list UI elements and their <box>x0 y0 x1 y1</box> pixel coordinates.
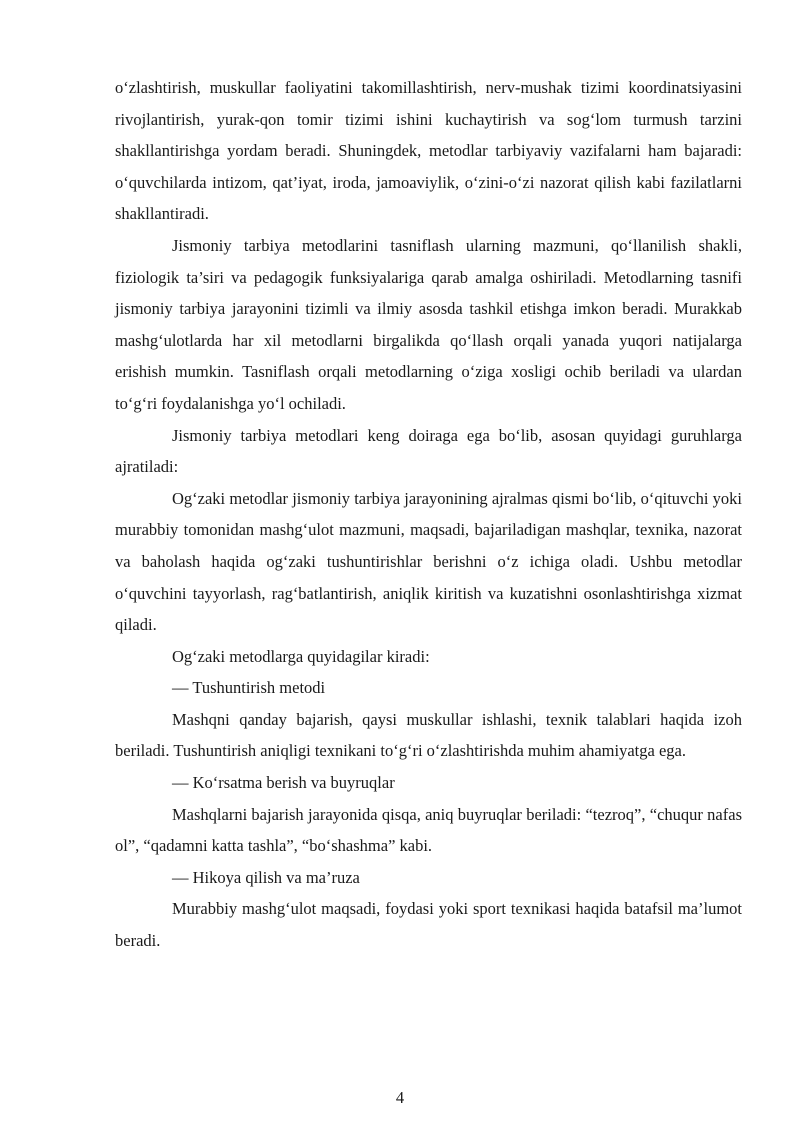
paragraph: Jismoniy tarbiya metodlarini tasniflash ularning mazmuni, qo‘llanilish shakli, fiziologik ta’siri va pedagogik funksiyalariga qarab amalga oshiriladi. Metodlarning tasnifi jismoniy tarbiya jarayonini tizimli va ilmiy asosda tashkil etishga imkon beradi. Murakkab mashg‘ulotlarda har xil metodlarni birgalikda qo‘llash orqali yanada yuqori natijalarga erishish mumkin. Tasniflash orqali metodlarning o‘ziga xosligi ochib beriladi va ulardan to‘g‘ri foydalanishga yo‘l ochiladi. <box>115 235 742 413</box>
paragraph: Mashqni qanday bajarish, qaysi muskullar ishlashi, texnik talablari haqida izoh beriladi. Tushuntirish aniqligi texnikani to‘g‘ri o‘zlashtirishda muhim ahamiyatga ega. <box>115 709 742 761</box>
paragraph: Jismoniy tarbiya metodlari keng doiraga ega bo‘lib, asosan quyidagi guruhlarga ajratiladi: <box>115 425 742 477</box>
list-item-heading: — Ko‘rsatma berish va buyruqlar <box>172 773 395 793</box>
list-item-heading: — Tushuntirish metodi <box>172 678 326 698</box>
page-number: 4 <box>395 1088 405 1107</box>
paragraph: o‘zlashtirish, muskullar faoliyatini takomillashtirish, nerv-mushak tizimi koordinatsiyasini rivojlantirish, yurak-qon tomir tizimi ishini kuchaytirish va sog‘lom turmush tarzini shakllantirishga yordam beradi. Shuningdek, metodlar tarbiyaviy vazifalarni ham bajaradi: o‘quvchilarda intizom, qat’iyat, iroda, jamoaviylik, o‘zini-o‘zi nazorat qilish kabi fazilatlarni shakllantiradi. <box>115 78 742 224</box>
paragraph: Murabbiy mashg‘ulot maqsadi, foydasi yoki sport texnikasi haqida batafsil ma’lumot beradi. <box>115 899 742 951</box>
paragraph: Og‘zaki metodlar jismoniy tarbiya jarayonining ajralmas qismi bo‘lib, o‘qituvchi yoki murabbiy tomonidan mashg‘ulot mazmuni, maqsadi, bajariladigan mashqlar, texnika, nazorat va baholash haqida og‘zaki tushuntirishlar berishni o‘z ichiga oladi. Ushbu metodlar o‘quvchini tayyorlash, rag‘batlantirish, aniqlik kiritish va kuzatishni osonlashtirishga xizmat qiladi. <box>115 488 742 635</box>
paragraph: Mashqlarni bajarish jarayonida qisqa, aniq buyruqlar beriladi: “tezroq”, “chuqur nafas ol”, “qadamni katta tashla”, “bo‘shashma” kabi. <box>115 804 742 856</box>
list-item-heading: — Hikoya qilish va ma’ruza <box>172 867 360 887</box>
text-body <box>115 72 742 957</box>
paragraph: Og‘zaki metodlarga quyidagilar kiradi: <box>172 646 430 666</box>
